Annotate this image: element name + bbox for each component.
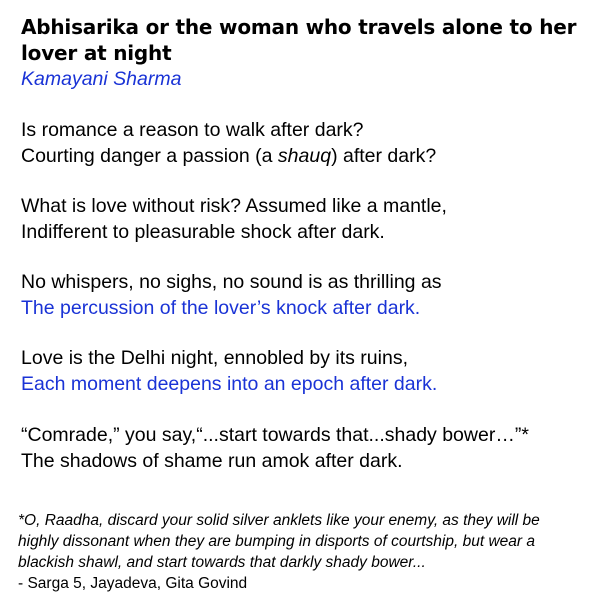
- footnote-line-3: blackish shawl, and start towards that darkly shady bower...: [18, 554, 426, 571]
- author-name: Kamayani Sharma: [21, 68, 182, 90]
- stanza-4-line-2: Each moment deepens into an epoch after dark.: [21, 373, 438, 395]
- poem-title: Abhisarika or the woman who travels alone to her lover at night: [21, 15, 577, 65]
- stanza-3-line-2: The percussion of the lover’s knock after dark.: [21, 297, 421, 319]
- stanza-3: [21, 269, 596, 321]
- stanza-1-italic-word: shauq: [277, 145, 332, 167]
- stanza-1-line-2-end: ) after dark?: [331, 145, 437, 167]
- stanza-1-line-1: Is romance a reason to walk after dark?: [21, 119, 364, 141]
- stanza-3-line-1: No whispers, no sighs, no sound is as thrilling as: [21, 271, 442, 293]
- stanza-2: [21, 193, 596, 245]
- stanza-2-line-2: Indifferent to pleasurable shock after dark.: [21, 221, 385, 243]
- stanza-1-line-2-start: Courting danger a passion (a: [21, 145, 278, 167]
- stanza-1-line-2: [21, 143, 596, 169]
- stanza-5: [21, 422, 596, 474]
- footnote-line-2: highly dissonant when they are bumping in disports of courtship, but wear a: [18, 533, 535, 550]
- stanza-5-line-2: The shadows of shame run amok after dark.: [21, 450, 403, 472]
- footnote-citation: - Sarga 5, Jayadeva, Gita Govind: [18, 575, 248, 592]
- stanza-1: [21, 117, 596, 169]
- stanza-4-line-1: Love is the Delhi night, ennobled by its ruins,: [21, 347, 408, 369]
- footnote: [18, 510, 593, 594]
- stanza-5-line-1: “Comrade,” you say,“...start towards that...shady bower…”*: [21, 424, 529, 446]
- stanza-2-line-1: What is love without risk? Assumed like a mantle,: [21, 195, 447, 217]
- stanza-4: [21, 345, 596, 397]
- footnote-line-1: *O, Raadha, discard your solid silver anklets like your enemy, as they will be: [18, 512, 540, 529]
